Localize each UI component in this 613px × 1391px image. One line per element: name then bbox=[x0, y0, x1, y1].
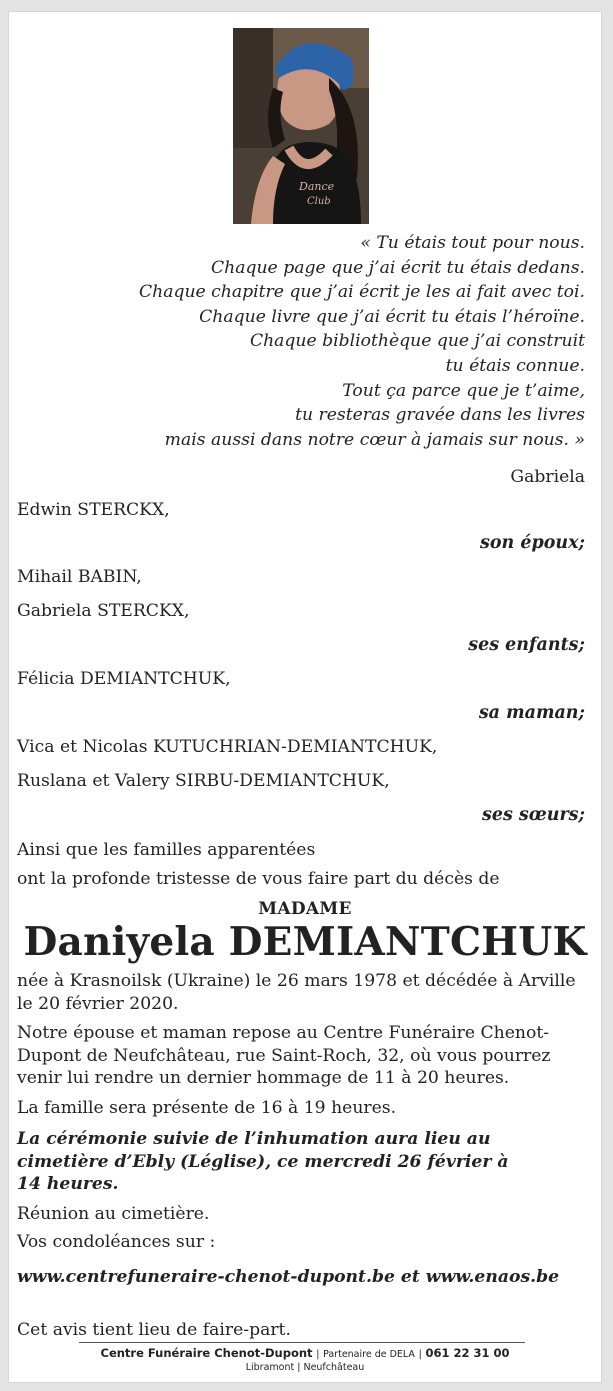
faire-part-notice: Cet avis tient lieu de faire-part. bbox=[17, 1320, 291, 1340]
quote-line: tu étais connue. bbox=[445, 355, 585, 376]
quote-line: Chaque bibliothèque que j’ai construit bbox=[249, 331, 585, 352]
funeral-home-locations: Libramont | Neufchâteau bbox=[245, 1362, 365, 1373]
husband-name: Edwin STERCKX, bbox=[17, 500, 170, 520]
footer-separator: | bbox=[316, 1349, 320, 1360]
funeral-home-name: Centre Funéraire Chenot-Dupont bbox=[100, 1346, 313, 1360]
condolences-label: Vos condoléances sur : bbox=[17, 1232, 216, 1252]
quote-line: tu resteras gravée dans les livres bbox=[295, 405, 585, 426]
ceremony-info: La cérémonie suivie de l’inhumation aura lieu au cimetière d’Ebly (Léglise), ce mercredi 26 février à 14 heures. bbox=[17, 1129, 509, 1194]
family-presence-info: La famille sera présente de 16 à 19 heures. bbox=[17, 1098, 397, 1118]
quote-line: « Tu étais tout pour nous. bbox=[360, 233, 585, 253]
footer-separator: | bbox=[418, 1349, 422, 1360]
husband-relation: son époux; bbox=[480, 533, 585, 553]
obituary-notice bbox=[8, 11, 602, 1383]
family-intro: Ainsi que les familles apparentées bbox=[17, 840, 316, 860]
birth-death-info: née à Krasnoilsk (Ukraine) le 26 mars 1978 et décédée à Arville le 20 février 2020. bbox=[17, 971, 576, 1014]
portrait-image-icon bbox=[233, 28, 369, 224]
quote-line: Chaque livre que j’ai écrit tu étais l’héroïne. bbox=[199, 306, 585, 327]
child-name: Gabriela STERCKX, bbox=[17, 601, 190, 621]
quote-line: Tout ça parce que je t’aime, bbox=[342, 380, 585, 401]
quote-line: Chaque chapitre que j’ai écrit je les ai fait avec toi. bbox=[139, 282, 585, 303]
sister-name: Ruslana et Valery SIRBU-DEMIANTCHUK, bbox=[17, 771, 390, 791]
memorial-quote bbox=[25, 231, 585, 452]
children-relation: ses enfants; bbox=[468, 635, 585, 655]
quote-line: Chaque page que j’ai écrit tu étais dedans. bbox=[211, 257, 585, 278]
family-intro: ont la profonde tristesse de vous faire part du décès de bbox=[17, 869, 500, 889]
phone-number: 061 22 31 00 bbox=[425, 1346, 510, 1360]
mother-relation: sa maman; bbox=[478, 703, 585, 723]
portrait-photo bbox=[233, 28, 369, 224]
deceased-name: Daniyela DEMIANTCHUK bbox=[23, 919, 587, 965]
sisters-relation: ses sœurs; bbox=[481, 805, 585, 825]
meeting-info: Réunion au cimetière. bbox=[17, 1204, 210, 1224]
partner-label: Partenaire de DELA bbox=[323, 1349, 415, 1360]
footer-divider bbox=[79, 1342, 525, 1343]
sister-name: Vica et Nicolas KUTUCHRIAN-DEMIANTCHUK, bbox=[17, 737, 438, 757]
svg-text:Club: Club bbox=[307, 196, 331, 207]
funeral-home-footer bbox=[9, 1347, 601, 1361]
child-name: Mihail BABIN, bbox=[17, 567, 142, 587]
mother-name: Félicia DEMIANTCHUK, bbox=[17, 669, 231, 689]
deceased-title: MADAME bbox=[258, 899, 352, 919]
svg-text:Dance: Dance bbox=[299, 180, 335, 193]
quote-line: mais aussi dans notre cœur à jamais sur nous. » bbox=[164, 429, 585, 450]
condolences-websites: www.centrefuneraire-chenot-dupont.be et www.enaos.be bbox=[17, 1267, 560, 1287]
quote-signature: Gabriela bbox=[510, 467, 585, 487]
rest-place-info: Notre épouse et maman repose au Centre Funéraire Chenot-Dupont de Neufchâteau, rue Saint-Roch, 32, où vous pourrez venir lui rendre un dernier hommage de 11 à 20 heures. bbox=[17, 1023, 551, 1088]
